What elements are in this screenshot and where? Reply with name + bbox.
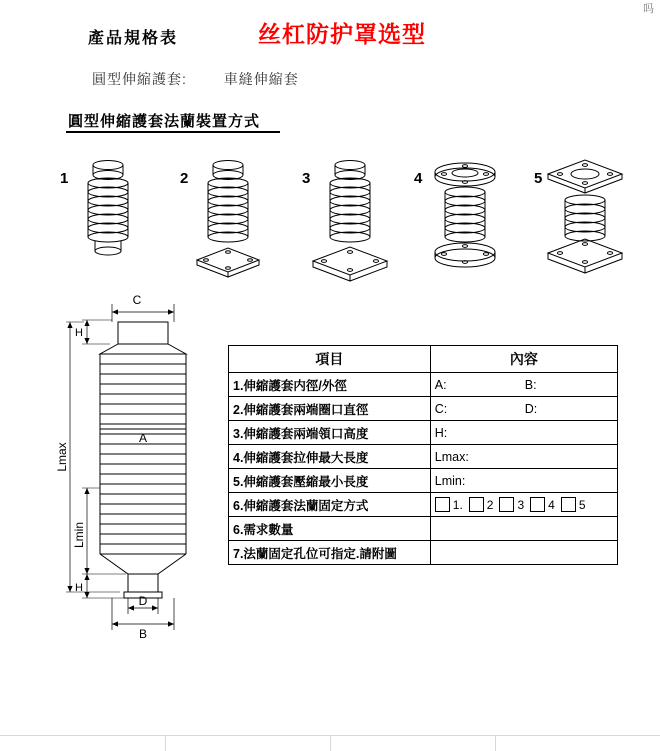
row-item-label: 2.伸縮護套兩端圈口直徑 <box>229 397 431 421</box>
dim-label-B: B <box>138 627 148 641</box>
table-header-content: 內容 <box>430 346 617 373</box>
flange-figure-row <box>0 148 660 288</box>
table-header-item: 項目 <box>229 346 431 373</box>
row-value-cell[interactable]: Lmax: <box>430 445 617 469</box>
bottom-separator-2 <box>330 735 331 751</box>
page-title: 丝杠防护罩选型 <box>258 21 426 47</box>
flange-checkbox-label-2: 2 <box>486 497 494 512</box>
flange-checkbox-label-1: 1. <box>452 497 463 512</box>
dim-label-C: C <box>132 293 142 307</box>
row-item-label: 7.法蘭固定孔位可指定.請附圖 <box>229 541 431 565</box>
table-row <box>229 469 618 493</box>
table-row <box>229 517 618 541</box>
spec-table <box>228 345 618 565</box>
table-row <box>229 397 618 421</box>
figure-1-graphic <box>88 161 128 256</box>
row-item-label: 6.需求數量 <box>229 517 431 541</box>
figure-2-graphic <box>197 161 259 278</box>
value-a: A: <box>434 377 447 392</box>
dim-label-H-top: H <box>75 327 83 339</box>
table-row <box>229 421 618 445</box>
flange-checkbox-4[interactable] <box>530 497 545 512</box>
figure-5-graphic <box>548 160 622 273</box>
subtitle-row <box>92 69 299 89</box>
table-header-row <box>229 346 618 373</box>
row-value-cell[interactable] <box>430 517 617 541</box>
table-row <box>229 373 618 397</box>
bottom-separator-3 <box>495 735 496 751</box>
value-a: C: <box>434 401 448 416</box>
flange-checkbox-1[interactable] <box>435 497 450 512</box>
row-checkbox-cell[interactable] <box>430 493 617 517</box>
flange-checkbox-label-5: 5 <box>578 497 586 512</box>
flange-checkbox-3[interactable] <box>499 497 514 512</box>
dim-label-D: D <box>138 594 148 608</box>
figure-3-graphic <box>313 161 387 282</box>
corner-mark: 吗 <box>643 3 654 15</box>
value-b: B: <box>524 377 537 392</box>
row-item-label: 4.伸縮護套拉伸最大長度 <box>229 445 431 469</box>
flange-checkbox-5[interactable] <box>561 497 576 512</box>
figure-number-3: 3 <box>302 170 311 187</box>
row-value-cell[interactable] <box>430 541 617 565</box>
row-item-label: 1.伸縮護套内徑/外徑 <box>229 373 431 397</box>
dim-label-Lmax: Lmax <box>55 442 69 472</box>
table-row <box>229 445 618 469</box>
figure-4-graphic <box>435 163 495 267</box>
figure-number-2: 2 <box>180 170 189 187</box>
dimension-drawing-svg <box>40 292 240 647</box>
row-value-cell[interactable] <box>430 373 617 397</box>
spec-sheet-label: 產品規格表 <box>88 30 179 47</box>
figure-number-4: 4 <box>414 170 423 187</box>
flange-checkbox-2[interactable] <box>469 497 484 512</box>
row-item-label: 6.伸縮護套法蘭固定方式 <box>229 493 431 517</box>
flange-checkbox-label-3: 3 <box>517 497 525 512</box>
dim-label-Lmin: Lmin <box>72 521 86 549</box>
section-title: 圓型伸縮護套法蘭裝置方式 <box>68 113 261 130</box>
table-row <box>229 541 618 565</box>
row-value-cell[interactable] <box>430 397 617 421</box>
row-item-label: 5.伸縮護套壓縮最小長度 <box>229 469 431 493</box>
flange-checkbox-label-4: 4 <box>548 497 555 512</box>
figure-number-1: 1 <box>60 170 69 187</box>
figure-number-5: 5 <box>534 170 543 187</box>
row-item-label: 3.伸縮護套兩端領口高度 <box>229 421 431 445</box>
row-value-cell[interactable]: Lmin: <box>430 469 617 493</box>
flange-figures-svg <box>0 148 660 293</box>
dim-label-A: A <box>138 431 148 445</box>
bottom-separator-1 <box>165 735 166 751</box>
dim-label-H-bottom: H <box>75 582 83 594</box>
dimension-drawing <box>40 292 230 642</box>
table-row <box>229 493 618 517</box>
subtitle-item-1: 圓型伸縮護套: <box>92 71 187 87</box>
section-title-underline <box>66 131 280 133</box>
subtitle-item-2: 車縫伸縮套 <box>223 71 299 87</box>
row-value-cell[interactable]: H: <box>430 421 617 445</box>
value-b: D: <box>524 401 538 416</box>
